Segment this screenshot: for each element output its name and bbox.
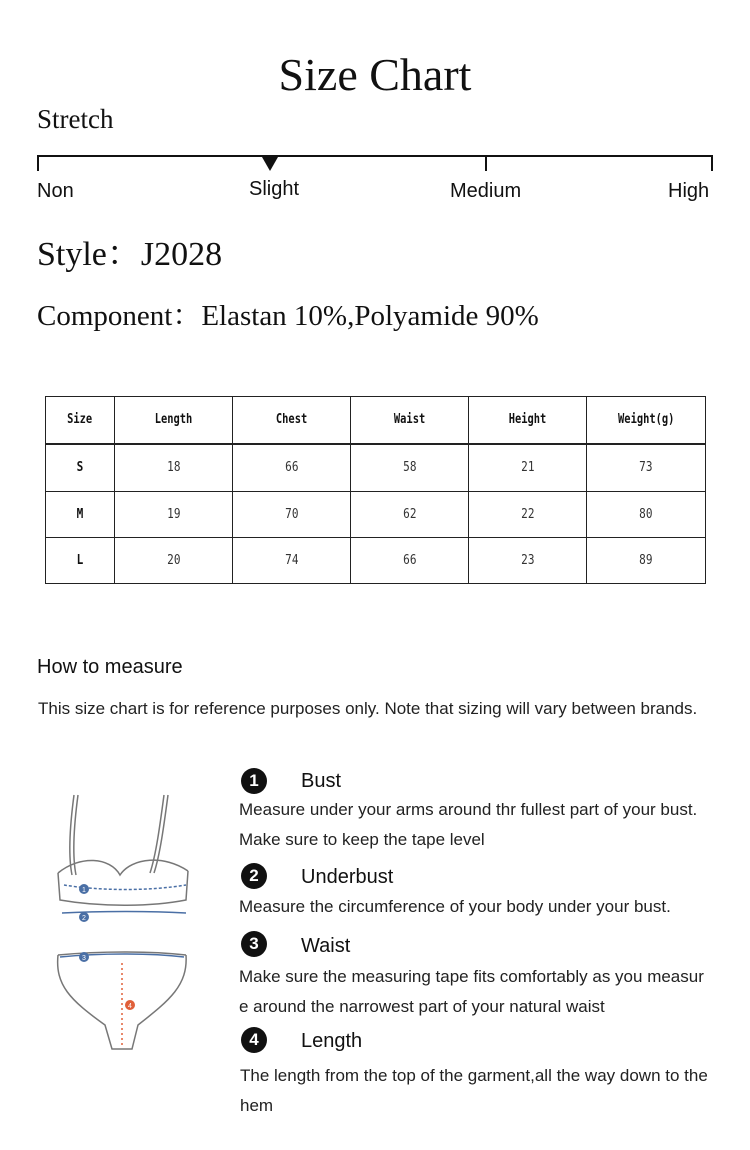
step-length-title: Length xyxy=(301,1030,363,1052)
table-row xyxy=(46,444,706,491)
step-4-number-icon: 4 xyxy=(241,1027,267,1053)
disclaimer-text: This size chart is for reference purposes only. Note that sizing will vary between brands. xyxy=(38,699,698,718)
bikini-measurement-diagram-icon xyxy=(40,785,200,1060)
table-cell xyxy=(46,537,115,583)
step-2-number-icon: 2 xyxy=(241,863,267,889)
svg-text:2: 2 xyxy=(82,915,86,922)
stretch-selected-marker-icon xyxy=(262,157,278,171)
step-waist-title: Waist xyxy=(301,935,351,957)
table-cell xyxy=(351,444,469,491)
header-cell xyxy=(233,397,351,444)
step-length-body: The length from the top of the garment,all the way down to the hem xyxy=(240,1066,708,1115)
bikini-bottom-outline xyxy=(58,952,187,1049)
cell-weight: 89 xyxy=(639,552,653,568)
component-info: Component：Elastan 10%,Polyamide 90% xyxy=(37,300,539,332)
cell-length: 18 xyxy=(166,460,181,476)
step-1-number-icon: 1 xyxy=(241,768,267,794)
cell-chest: 66 xyxy=(284,460,299,476)
cell-weight: 73 xyxy=(639,460,653,476)
table-cell xyxy=(587,537,706,583)
header-cell xyxy=(469,397,587,444)
stretch-label: Stretch xyxy=(37,104,114,134)
svg-text:1: 1 xyxy=(82,887,86,894)
table-cell xyxy=(587,491,706,537)
header-cell xyxy=(115,397,233,444)
cell-chest: 70 xyxy=(284,506,299,522)
stretch-level-non: Non xyxy=(37,180,74,202)
cell-size: M xyxy=(76,506,84,522)
table-cell xyxy=(351,491,469,537)
header-height: Height xyxy=(508,412,547,428)
cell-height: 21 xyxy=(520,460,535,476)
cell-waist: 62 xyxy=(402,506,417,522)
header-length: Length xyxy=(154,412,193,428)
step-underbust-title: Underbust xyxy=(301,866,394,888)
table-cell xyxy=(469,491,587,537)
stretch-tick-non xyxy=(37,155,39,171)
table-header-row xyxy=(46,397,706,444)
table-cell xyxy=(587,444,706,491)
stretch-level-slight: Slight xyxy=(249,178,300,200)
cell-size: L xyxy=(76,552,84,568)
table-cell xyxy=(115,444,233,491)
stretch-tick-high xyxy=(711,155,713,171)
header-cell xyxy=(587,397,706,444)
cell-weight: 80 xyxy=(639,506,653,522)
step-bust-body: Measure under your arms around thr fullest part of your bust. Make sure to keep the tape level xyxy=(239,800,698,849)
cell-height: 23 xyxy=(520,552,535,568)
header-waist: Waist xyxy=(393,412,426,428)
stretch-level-medium: Medium xyxy=(450,180,522,202)
step-waist-body: Make sure the measuring tape fits comfortably as you measure around the narrowest part of your natural waist xyxy=(239,967,704,1016)
table-cell xyxy=(46,491,115,537)
page-title: Size Chart xyxy=(278,49,472,100)
svg-text:3: 3 xyxy=(82,955,86,962)
cell-chest: 74 xyxy=(284,552,299,568)
style-code: Style：J2028 xyxy=(37,236,223,273)
step-bust-title: Bust xyxy=(301,770,342,792)
cell-waist: 66 xyxy=(402,552,417,568)
cell-length: 19 xyxy=(166,506,181,522)
size-table xyxy=(45,396,706,584)
cell-height: 22 xyxy=(520,506,535,522)
header-cell xyxy=(46,397,115,444)
stretch-tick-medium xyxy=(485,155,487,171)
table-cell xyxy=(233,537,351,583)
step-underbust-body: Measure the circumference of your body under your bust. xyxy=(239,897,671,916)
table-cell xyxy=(469,444,587,491)
cell-waist: 58 xyxy=(402,460,417,476)
table-cell xyxy=(233,444,351,491)
table-cell xyxy=(233,491,351,537)
table-cell xyxy=(46,444,115,491)
table-row xyxy=(46,537,706,583)
table-cell xyxy=(115,491,233,537)
stretch-scale-line xyxy=(37,155,713,157)
bikini-top-outline xyxy=(58,795,188,913)
table-cell xyxy=(351,537,469,583)
cell-length: 20 xyxy=(166,552,181,568)
stretch-level-high: High xyxy=(668,180,710,202)
header-weight: Weight(g) xyxy=(617,412,675,428)
table-cell xyxy=(469,537,587,583)
svg-text:4: 4 xyxy=(128,1003,132,1010)
table-row xyxy=(46,491,706,537)
cell-size: S xyxy=(76,460,84,476)
header-size: Size xyxy=(67,412,93,428)
header-cell xyxy=(351,397,469,444)
step-3-number-icon: 3 xyxy=(241,931,267,957)
header-chest: Chest xyxy=(275,412,308,428)
table-cell xyxy=(115,537,233,583)
how-to-measure-heading: How to measure xyxy=(37,656,183,678)
